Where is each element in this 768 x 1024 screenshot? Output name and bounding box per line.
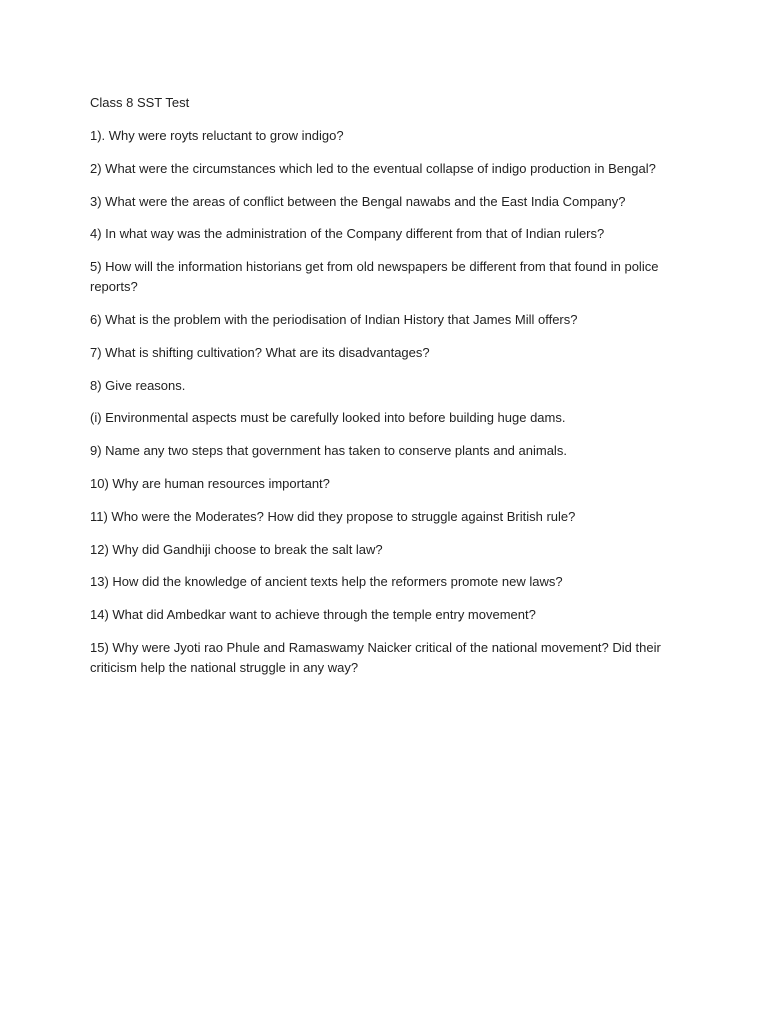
question-8: 8) Give reasons. — [90, 377, 186, 393]
question-4: 4) In what way was the administration of the Company different from that of Indian rulers? — [90, 226, 605, 242]
question-6: 6) What is the problem with the periodisation of Indian History that James Mill offers? — [90, 311, 578, 327]
question-10: 10) Why are human resources important? — [90, 475, 330, 491]
document-title: Class 8 SST Test — [90, 95, 190, 110]
question-7: 7) What is shifting cultivation? What are its disadvantages? — [90, 344, 430, 360]
question-3: 3) What were the areas of conflict between the Bengal nawabs and the East India Company? — [90, 193, 626, 209]
question-1: 1). Why were royts reluctant to grow indigo? — [90, 128, 344, 143]
question-9: 9) Name any two steps that government has taken to conserve plants and animals. — [90, 443, 567, 459]
question-5: 5) How will the information historians get from old newspapers be different from that found in police reports? — [90, 259, 659, 295]
question-14: 14) What did Ambedkar want to achieve through the temple entry movement? — [90, 607, 536, 623]
question-12: 12) Why did Gandhiji choose to break the salt law? — [90, 541, 383, 557]
question-2: 2) What were the circumstances which led to the eventual collapse of indigo production in Bengal? — [90, 160, 656, 176]
question-8-sub-i: (i) Environmental aspects must be carefully looked into before building huge dams. — [90, 410, 566, 426]
question-15: 15) Why were Jyoti rao Phule and Ramaswamy Naicker critical of the national movement? Did their criticism help the national struggle in any way? — [90, 639, 661, 675]
question-13: 13) How did the knowledge of ancient texts help the reformers promote new laws? — [90, 574, 563, 590]
question-11: 11) Who were the Moderates? How did they propose to struggle against British rule? — [90, 508, 576, 524]
